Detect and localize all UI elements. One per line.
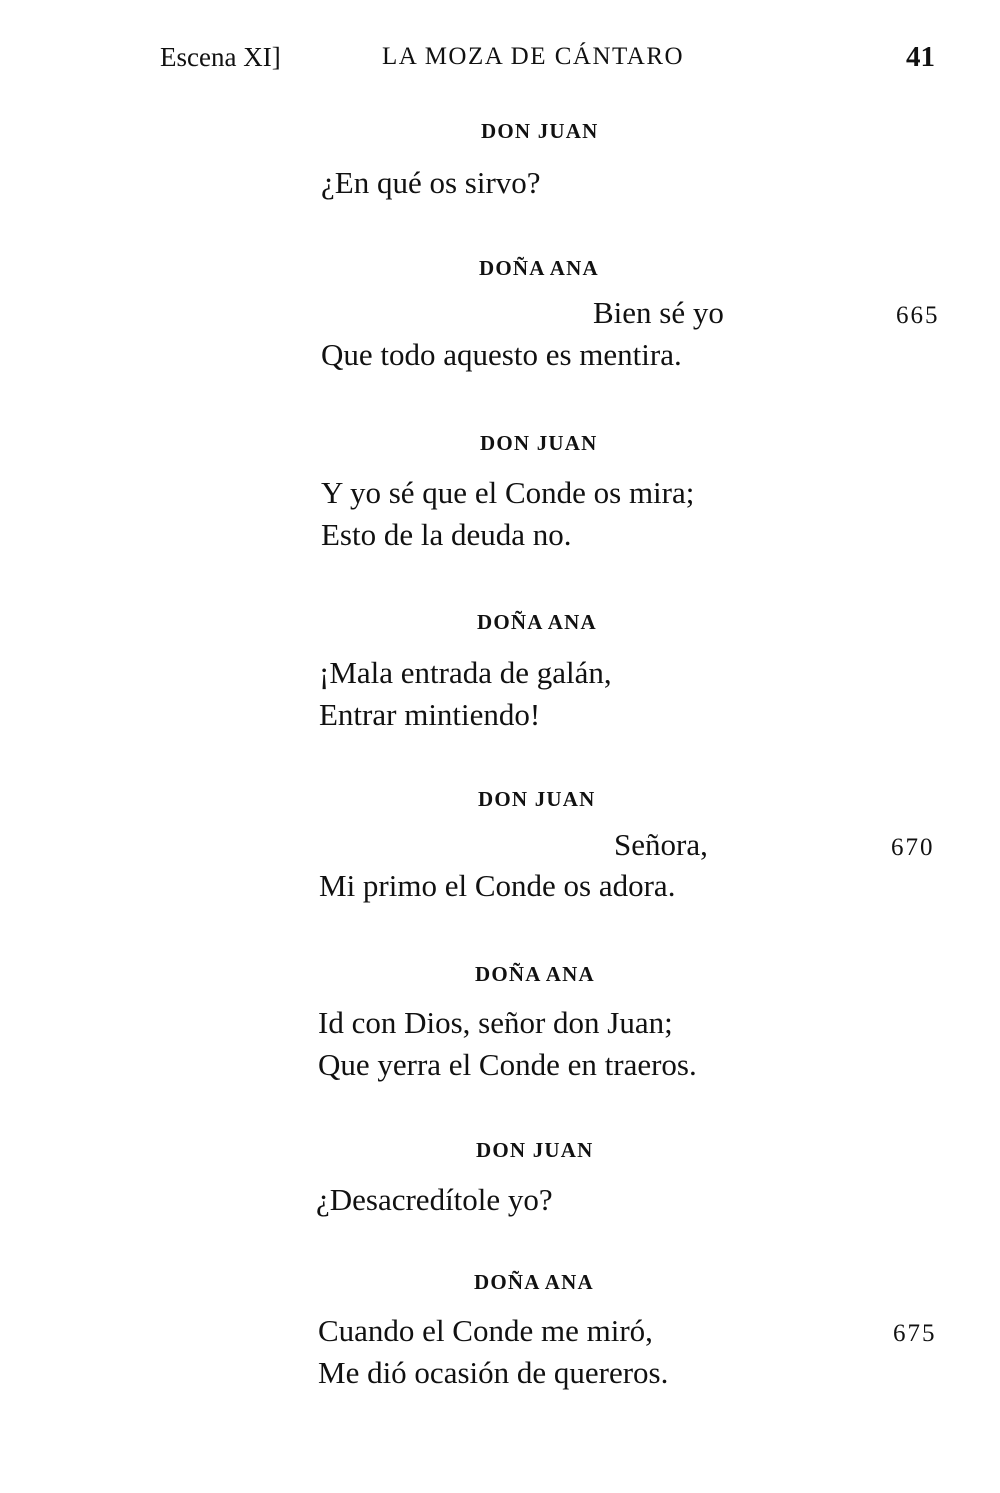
verse-line: Señora, bbox=[614, 827, 708, 862]
speaker-name: DON JUAN bbox=[480, 431, 598, 455]
speaker-name: DOÑA ANA bbox=[474, 1270, 594, 1294]
line-number: 675 bbox=[893, 1320, 937, 1347]
verse-line: Me dió ocasión de quereros. bbox=[318, 1355, 669, 1390]
verse-line: Mi primo el Conde os adora. bbox=[319, 868, 676, 903]
verse-line: Esto de la deuda no. bbox=[321, 517, 572, 552]
speaker-name: DON JUAN bbox=[478, 787, 596, 811]
speaker-name: DON JUAN bbox=[481, 119, 599, 143]
running-title: LA MOZA DE CÁNTARO bbox=[382, 43, 685, 70]
verse-line: Que yerra el Conde en traeros. bbox=[318, 1047, 697, 1082]
speaker-name: DOÑA ANA bbox=[479, 256, 599, 280]
line-number: 670 bbox=[891, 834, 935, 861]
speaker-name: DOÑA ANA bbox=[477, 610, 597, 634]
verse-line: Que todo aquesto es mentira. bbox=[321, 337, 682, 372]
verse-line: ¿En qué os sirvo? bbox=[321, 165, 541, 200]
speaker-name: DOÑA ANA bbox=[475, 962, 595, 986]
page-number: 41 bbox=[906, 41, 935, 73]
verse-line: Y yo sé que el Conde os mira; bbox=[321, 475, 695, 510]
scene-label: Escena XI] bbox=[160, 42, 281, 72]
speaker-name: DON JUAN bbox=[476, 1138, 594, 1162]
verse-line: Entrar mintiendo! bbox=[319, 697, 541, 732]
verse-line: Bien sé yo bbox=[593, 295, 724, 330]
verse-line: ¡Mala entrada de galán, bbox=[319, 655, 612, 690]
verse-line: Id con Dios, señor don Juan; bbox=[318, 1005, 673, 1040]
verse-line: ¿Desacredítole yo? bbox=[316, 1182, 553, 1217]
line-number: 665 bbox=[896, 302, 940, 329]
verse-line: Cuando el Conde me miró, bbox=[318, 1313, 653, 1348]
